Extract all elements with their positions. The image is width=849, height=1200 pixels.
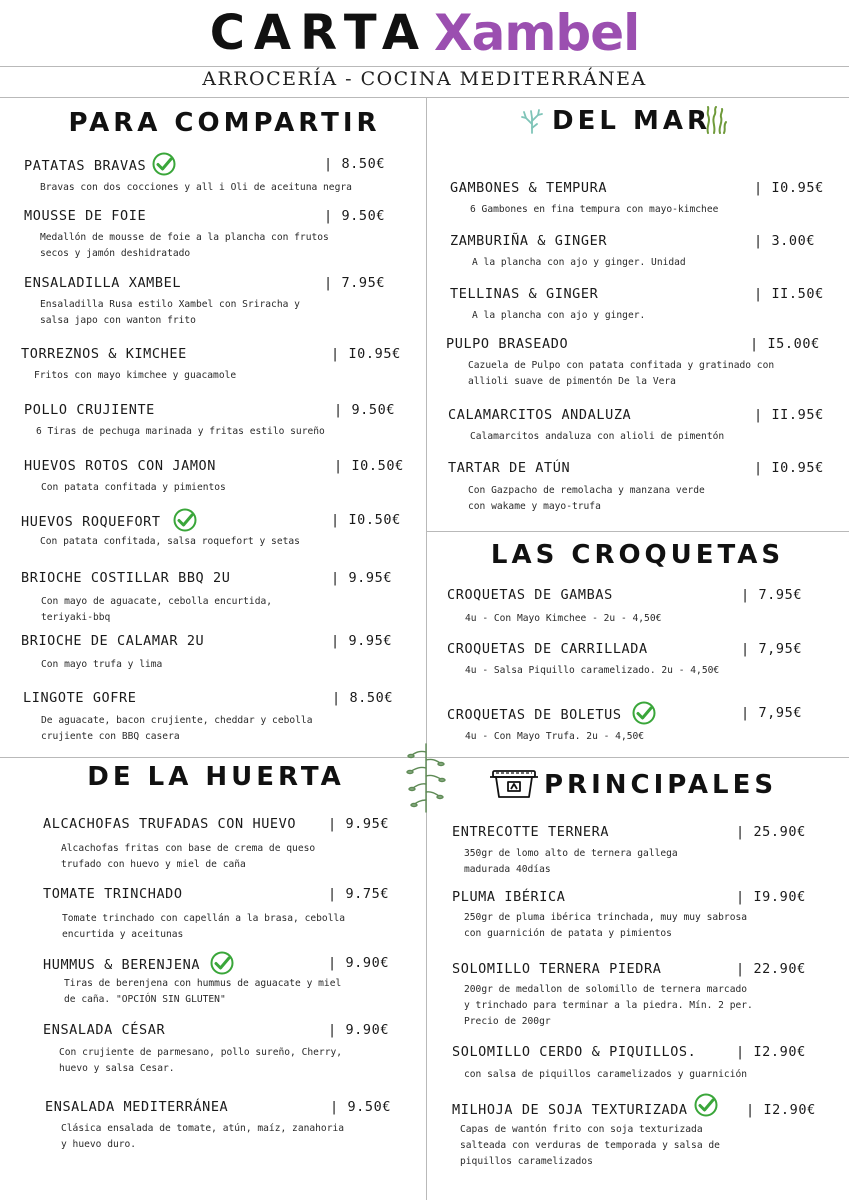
section-title-del-mar: DEL MAR	[552, 106, 711, 136]
dish-price: | 9.95€	[328, 816, 390, 832]
dish-name: ALCACHOFAS TRUFADAS CON HUEVO	[43, 816, 297, 832]
dish-description: A la plancha con ajo y ginger. Unidad	[472, 257, 686, 268]
menu-subtitle: ARROCERÍA - COCINA MEDITERRÁNEA	[202, 68, 647, 90]
dish-price: | II.50€	[754, 286, 824, 302]
dish-description: Alcachofas fritas con base de crema de queso trufado con huevo y miel de caña	[61, 843, 316, 870]
dish-price: | 22.90€	[736, 961, 806, 977]
dish-description: 350gr de lomo alto de ternera gallega madurada 40días	[464, 848, 678, 875]
dish-name: CALAMARCITOS ANDALUZA	[448, 407, 632, 423]
dish-description: Con Gazpacho de remolacha y manzana verde con wakame y mayo-trufa	[468, 485, 705, 512]
section-title-de-la-huerta: DE LA HUERTA	[87, 762, 345, 792]
dish-description: 6 Gambones en fina tempura con mayo-kimchee	[470, 204, 719, 215]
dish-description: Con crujiente de parmesano, pollo sureño, Cherry, huevo y salsa Cesar.	[59, 1047, 343, 1074]
dish-description: De aguacate, bacon crujiente, cheddar y cebolla crujiente con BBQ casera	[41, 715, 313, 742]
brand-logo: Xambel	[434, 4, 640, 62]
dish-price: | II.95€	[754, 407, 824, 423]
dish-description: 200gr de medallon de solomillo de ternera marcado y trinchado para terminar a la piedra. Mín. 2 per. Precio de 200gr	[464, 984, 753, 1027]
dish-description: 4u - Con Mayo Trufa. 2u - 4,50€	[465, 731, 645, 742]
dish-price: | 9.90€	[328, 1022, 390, 1038]
dish-name: TOMATE TRINCHADO	[43, 886, 183, 902]
dish-price: | I2.90€	[746, 1102, 816, 1118]
dish-name: ZAMBURIÑA & GINGER	[450, 233, 608, 249]
dish-price: | 7,95€	[741, 641, 803, 657]
dish-name: HUEVOS ROTOS CON JAMON	[24, 458, 217, 474]
dish-description: Con patata confitada y pimientos	[41, 482, 226, 493]
dish-price: | 3.00€	[754, 233, 816, 249]
dish-name: ENSALADA CÉSAR	[43, 1022, 166, 1038]
menu-title: CARTA	[209, 5, 429, 61]
dish-price: | 9.50€	[334, 402, 396, 418]
dish-price: | 25.90€	[736, 824, 806, 840]
divider	[0, 97, 849, 98]
check-icon	[152, 152, 176, 176]
dish-name: SOLOMILLO CERDO & PIQUILLOS.	[452, 1044, 697, 1060]
dish-price: | 8.50€	[332, 690, 394, 706]
dish-description: Fritos con mayo kimchee y guacamole	[34, 370, 237, 381]
dish-name: ENSALADILLA XAMBEL	[24, 275, 182, 291]
section-divider	[426, 531, 849, 532]
dish-description: A la plancha con ajo y ginger.	[472, 310, 646, 321]
dish-description: Ensaladilla Rusa estilo Xambel con Sriracha y salsa japo con wanton frito	[40, 299, 300, 326]
dish-description: Calamarcitos andaluza con alioli de pimentón	[470, 431, 725, 442]
dish-name: ENTRECOTTE TERNERA	[452, 824, 610, 840]
dish-name: BRIOCHE COSTILLAR BBQ 2U	[21, 570, 231, 586]
divider	[0, 66, 849, 67]
dish-description: Medallón de mousse de foie a la plancha con frutos secos y jamón deshidratado	[40, 232, 329, 259]
dish-price: | 9.50€	[330, 1099, 392, 1115]
dish-price: | 9.95€	[331, 570, 393, 586]
dish-name: PULPO BRASEADO	[446, 336, 569, 352]
dish-name: CROQUETAS DE GAMBAS	[447, 587, 613, 603]
dish-name: MOUSSE DE FOIE	[24, 208, 147, 224]
dish-description: 6 Tiras de pechuga marinada y fritas estilo sureño	[36, 426, 325, 437]
check-icon	[210, 951, 234, 975]
dish-price: | 7.95€	[741, 587, 803, 603]
dish-price: | I2.90€	[736, 1044, 806, 1060]
dish-name: SOLOMILLO TERNERA PIEDRA	[452, 961, 662, 977]
dish-description: 250gr de pluma ibérica trinchada, muy muy sabrosa con guarnición de patata y pimientos	[464, 912, 748, 939]
dish-description: 4u - Con Mayo Kimchee - 2u - 4,50€	[465, 613, 662, 624]
dish-description: Tiras de berenjena con hummus de aguacate y miel de caña. "OPCIÓN SIN GLUTEN"	[64, 978, 342, 1005]
dish-description: Con mayo trufa y lima	[41, 659, 163, 670]
dish-price: | 9.50€	[324, 208, 386, 224]
dish-price: | 7,95€	[741, 705, 803, 721]
dish-price: | 9.75€	[328, 886, 390, 902]
dish-price: | I0.95€	[331, 346, 401, 362]
dish-description: Clásica ensalada de tomate, atún, maíz, zanahoria y huevo duro.	[61, 1123, 345, 1150]
dish-price: | 9.90€	[328, 955, 390, 971]
section-title-para-compartir: PARA COMPARTIR	[68, 108, 381, 138]
dish-price: | I0.95€	[754, 460, 824, 476]
dish-name: HUEVOS ROQUEFORT	[21, 512, 197, 532]
menu-header	[0, 4, 849, 66]
dish-name: TARTAR DE ATÚN	[448, 460, 571, 476]
check-icon	[173, 508, 197, 532]
dish-description: Tomate trinchado con capellán a la brasa, cebolla encurtida y aceitunas	[62, 913, 346, 940]
section-title-principales: PRINCIPALES	[544, 770, 778, 800]
dish-price: | I9.90€	[736, 889, 806, 905]
dish-name: TORREZNOS & KIMCHEE	[21, 346, 187, 362]
dish-name: POLLO CRUJIENTE	[24, 402, 155, 418]
dish-price: | I0.50€	[334, 458, 404, 474]
dish-description: Capas de wantón frito con soja texturizada salteada con verduras de temporada y salsa de piquillos caramelizados	[460, 1124, 720, 1167]
dish-description: Con mayo de aguacate, cebolla encurtida, teriyaki-bbq	[41, 596, 273, 623]
dish-name: BRIOCHE DE CALAMAR 2U	[21, 633, 205, 649]
dish-name: PLUMA IBÉRICA	[452, 889, 566, 905]
dish-name: PATATAS BRAVAS	[24, 156, 176, 176]
dish-description: Bravas con dos cocciones y all i Oli de aceituna negra	[40, 182, 352, 193]
coral-icon	[520, 108, 544, 134]
dish-name: LINGOTE GOFRE	[23, 690, 137, 706]
dish-description: con salsa de piquillos caramelizados y guarnición	[464, 1069, 748, 1080]
dish-name: TELLINAS & GINGER	[450, 286, 599, 302]
dish-price: | 9.95€	[331, 633, 393, 649]
column-divider	[426, 97, 427, 1200]
dish-name: GAMBONES & TEMPURA	[450, 180, 608, 196]
dish-name: CROQUETAS DE BOLETUS	[447, 705, 656, 725]
check-icon	[694, 1093, 718, 1117]
dish-price: | 8.50€	[324, 156, 386, 172]
check-icon	[632, 701, 656, 725]
section-title-las-croquetas: LAS CROQUETAS	[490, 540, 785, 570]
seaweed-icon	[702, 106, 728, 134]
dish-name: HUMMUS & BERENJENA	[43, 955, 234, 975]
dish-description: Con patata confitada, salsa roquefort y setas	[40, 536, 300, 547]
grill-icon	[489, 768, 539, 800]
dish-name: ENSALADA MEDITERRÁNEA	[45, 1099, 229, 1115]
dish-price: | I5.00€	[750, 336, 820, 352]
dish-description: Cazuela de Pulpo con patata confitada y gratinado con allioli suave de pimentón De la Vera	[468, 360, 775, 387]
dish-price: | 7.95€	[324, 275, 386, 291]
dish-price: | I0.95€	[754, 180, 824, 196]
dish-price: | I0.50€	[331, 512, 401, 528]
dish-description: 4u - Salsa Piquillo caramelizado. 2u - 4,50€	[465, 665, 720, 676]
dish-name: MILHOJA DE SOJA TEXTURIZADA	[452, 1102, 718, 1118]
dish-name: CROQUETAS DE CARRILLADA	[447, 641, 648, 657]
